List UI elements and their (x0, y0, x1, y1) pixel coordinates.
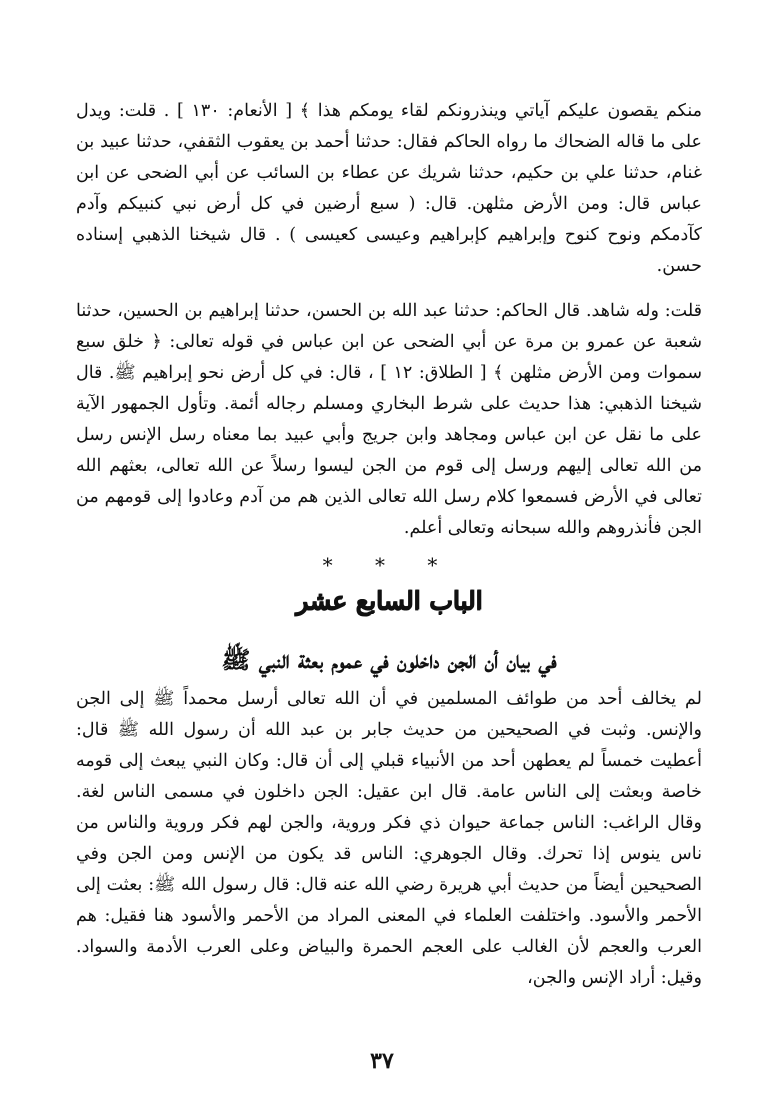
paragraph-continuation: منكم يقصون عليكم آياتي وينذرونكم لقاء يومكم هذا ﴾ [ الأنعام: ١٣٠ ] . قلت: ويدل على ما قاله الضحاك ما رواه الحاكم فقال: حدثنا أحمد بن يعقوب الثقفي، حدثنا عبيد بن غنام، حدثنا علي بن حكيم، حدثنا شريك عن عطاء بن السائب عن أبي الضحى عن ابن عباس قال: ومن الأرض مثلهن. قال: ( سبع أرضين في كل أرض نبي كنبيكم وآدم كآدمكم ونوح كنوح وإبراهيم كإبراهيم وعيسى كعيسى ) . قال شيخنا الذهبي إسناده حسن. (76, 101, 702, 276)
chapter-title: الباب السابع عشر (295, 586, 483, 615)
section-separator: * * * (322, 553, 456, 577)
page-number: ٣٧ (370, 1048, 394, 1074)
page-body (76, 96, 702, 994)
chapter-body-paragraph: لم يخالف أحد من طوائف المسلمين في أن الله تعالى أرسل محمداً ﷺ إلى الجن والإنس. وثبت في الصحيحين من حديث جابر بن عبد الله أن رسول الله ﷺ قال: أعطيت خمساً لم يعطهن أحد من الأنبياء قبلي إلى أن قال: وكان النبي يبعث إلى قومه خاصة وبعثت إلى الناس عامة. قال ابن عقيل: الجن داخلون في مسمى الناس لغة. وقال الراغب: الناس جماعة حيوان ذي فكر وروية، والجن لهم فكر وروية والناس من ناس ينوس إذا تحرك. وقال الجوهري: الناس قد يكون من الإنس ومن الجن وفي الصحيحين أيضاً من حديث أبي هريرة رضي الله عنه قال: قال رسول الله ﷺ: بعثت إلى الأحمر والأسود. واختلفت العلماء في المعنى المراد من الأحمر والأسود هنا فقيل: هم العرب والعجم لأن الغالب على العجم الحمرة والبياض وعلى العرب الأدمة والسواد. وقيل: أراد الإنس والجن، (76, 688, 702, 988)
paragraph-witness: قلت: وله شاهد. قال الحاكم: حدثنا عبد الله بن الحسن، حدثنا إبراهيم بن الحسين، حدثنا شعبة عن عمرو بن مرة عن أبي الضحى عن ابن عباس في قوله تعالى: ﴿ خلق سبع سموات ومن الأرض مثلهن ﴾ [ الطلاق: ١٢ ] ، قال: في كل أرض نحو إبراهيم ﷺ. قال شيخنا الذهبي: هذا حديث على شرط البخاري ومسلم رجاله أئمة. وتأول الجمهور الآية على ما نقل عن ابن عباس ومجاهد وابن جريج وأبي عبيد بما معناه رسل الإنس رسل من الله تعالى إليهم ورسل إلى قوم من الجن ليسوا رسلاً عن الله تعالى، بعثهم الله تعالى في الأرض فسمعوا كلام رسل الله تعالى الذين هم من آدم وعادوا إلى قومهم من الجن فأنذروهم والله سبحانه وتعالى أعلم. (76, 301, 702, 538)
chapter-subtitle: في بيان أن الجن داخلون في عموم بعثة النبي ﷺ (221, 644, 557, 674)
